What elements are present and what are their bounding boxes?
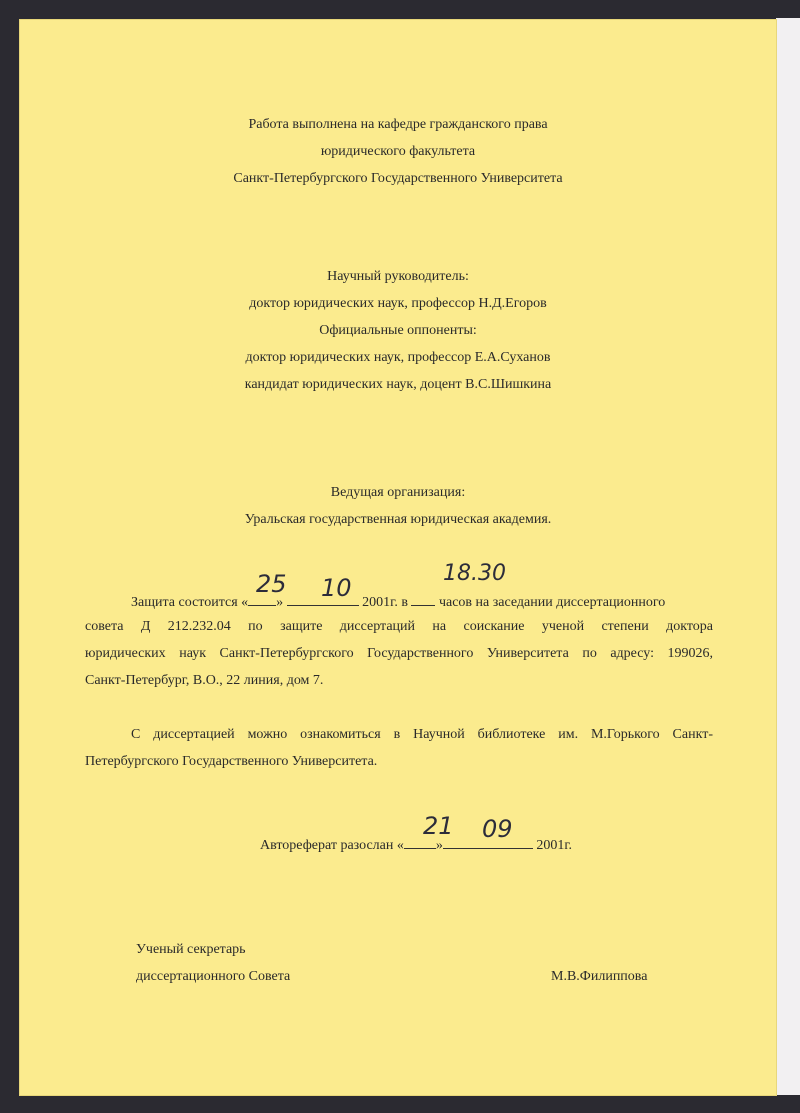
handwritten-abstract-day: 21 bbox=[423, 812, 454, 840]
header-line-2: юридического факультета bbox=[320, 144, 476, 159]
defense-hours: часов на заседании диссертационного bbox=[438, 595, 666, 610]
defense-close-quote: » bbox=[276, 595, 284, 610]
library-line-2: Петербургского Государственного Университета. bbox=[85, 754, 378, 769]
library-line-1: С диссертацией можно ознакомиться в Научной библиотеке им. М.Горького Санкт- bbox=[131, 727, 713, 742]
defense-prefix: Защита состоится bbox=[131, 595, 238, 610]
header-line-3: Санкт-Петербургского Государственного Университета bbox=[233, 171, 563, 186]
facing-page-edge bbox=[776, 18, 800, 1095]
abstract-sent-line bbox=[260, 834, 660, 855]
opponent-2: кандидат юридических наук, доцент В.С.Шишкина bbox=[244, 377, 552, 392]
secretary-name: М.В.Филиппова bbox=[551, 969, 648, 984]
defense-time-blank bbox=[411, 591, 435, 606]
opponents-title: Официальные оппоненты: bbox=[319, 323, 477, 338]
lead-org-name: Уральская государственная юридическая академия. bbox=[244, 512, 552, 527]
secretary-title-1: Ученый секретарь bbox=[136, 942, 246, 957]
opponent-1: доктор юридических наук, профессор Е.А.Суханов bbox=[245, 350, 551, 365]
defense-year: 2001г. в bbox=[362, 595, 408, 610]
handwritten-defense-time: 18.30 bbox=[443, 561, 506, 586]
defense-line-2: совета Д 212.232.04 по защите диссертаций на соискание ученой степени доктора bbox=[85, 619, 713, 634]
defense-line-3: юридических наук Санкт-Петербургского Государственного Университета по адресу: 199026, bbox=[85, 646, 713, 661]
supervisor-name: доктор юридических наук, профессор Н.Д.Егоров bbox=[249, 296, 547, 311]
header-line-1: Работа выполнена на кафедре гражданского права bbox=[248, 117, 548, 132]
handwritten-defense-month: 10 bbox=[321, 574, 352, 602]
handwritten-defense-day: 25 bbox=[256, 570, 287, 598]
lead-org-title: Ведущая организация: bbox=[330, 485, 466, 500]
defense-line-1 bbox=[131, 591, 713, 612]
secretary-title-2: диссертационного Совета bbox=[136, 969, 291, 984]
handwritten-abstract-month: 09 bbox=[482, 815, 513, 843]
abstract-year: 2001г. bbox=[536, 838, 573, 853]
abstract-open-quote: « bbox=[396, 838, 404, 853]
abstract-prefix: Автореферат разослан bbox=[260, 838, 394, 853]
supervisor-title: Научный руководитель: bbox=[327, 269, 469, 284]
document-page bbox=[19, 19, 777, 1096]
defense-line-4: Санкт-Петербург, В.О., 22 линия, дом 7. bbox=[85, 673, 324, 688]
abstract-close-quote: » bbox=[435, 838, 443, 853]
defense-open-quote: « bbox=[241, 595, 249, 610]
